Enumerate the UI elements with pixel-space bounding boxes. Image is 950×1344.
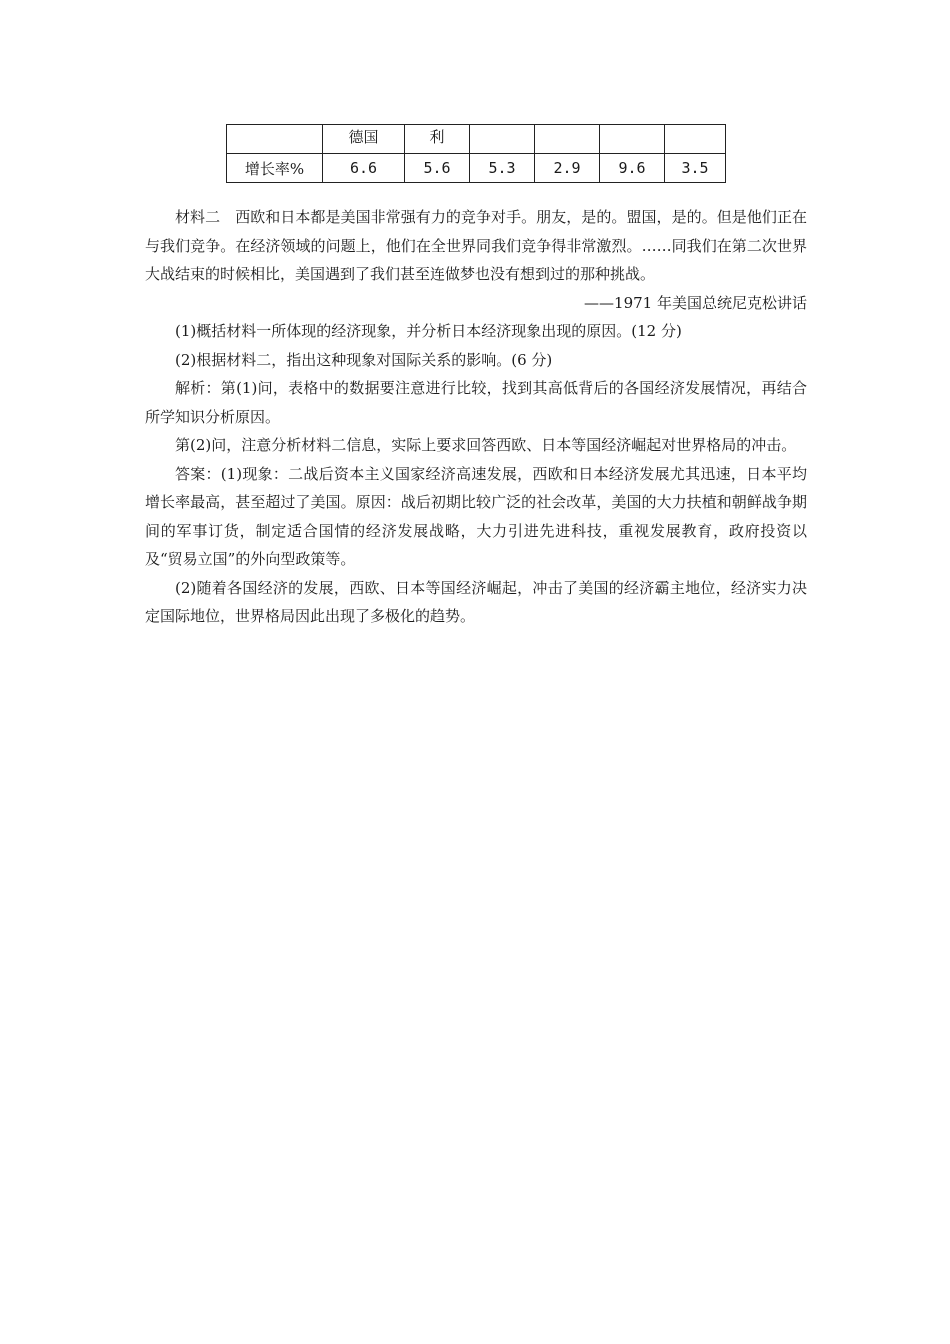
answer-paragraph-one: 答案：(1)现象：二战后资本主义国家经济高速发展，西欧和日本经济发展尤其迅速，日本平均增长率最高，甚至超过了美国。原因：战后初期比较广泛的社会改革，美国的大力扶植和朝鲜战争期间的军事订货，制定适合国情的经济发展战略，大力引进先进科技，重视发展教育，政府投资以及“贸易立国”的外向型政策等。 (145, 464, 807, 568)
document-body (145, 203, 807, 631)
growth-rate-table (226, 124, 726, 183)
table-header-cell (227, 125, 323, 154)
table-header-cell: 利 (405, 125, 470, 154)
table-header-cell: 德国 (323, 125, 405, 154)
table-header-cell (600, 125, 665, 154)
analysis-paragraph-one: 解析：第(1)问，表格中的数据要注意进行比较，找到其高低背后的各国经济发展情况，再结合所学知识分析原因。 (145, 379, 807, 426)
table-row-label: 增长率% (227, 154, 323, 183)
question-two: (2)根据材料二，指出这种现象对国际关系的影响。(6 分) (175, 350, 553, 369)
answer-paragraph-two: (2)随着各国经济的发展，西欧、日本等国经济崛起，冲击了美国的经济霸主地位，经济实力决定国际地位，世界格局因此出现了多极化的趋势。 (145, 578, 807, 625)
table-cell: 3.5 (665, 154, 726, 183)
table-cell: 6.6 (323, 154, 405, 183)
table-header-cell (535, 125, 600, 154)
table-cell: 9.6 (600, 154, 665, 183)
table-cell: 5.3 (470, 154, 535, 183)
material-two-source: ——1971 年美国总统尼克松讲话 (584, 293, 807, 312)
question-one: (1)概括材料一所体现的经济现象，并分析日本经济现象出现的原因。(12 分) (175, 322, 682, 340)
table-header-cell (470, 125, 535, 154)
analysis-paragraph-two: 第(2)问，注意分析材料二信息，实际上要求回答西欧、日本等国经济崛起对世界格局的冲击。 (175, 436, 797, 454)
table-header-row (227, 125, 726, 154)
table-row (227, 154, 726, 183)
table-cell: 5.6 (405, 154, 470, 183)
material-two-paragraph: 材料二 西欧和日本都是美国非常强有力的竞争对手。朋友，是的。盟国，是的。但是他们正在与我们竞争。在经济领域的问题上，他们在全世界同我们竞争得非常激烈。……同我们在第二次世界大战结束的时候相比，美国遇到了我们甚至连做梦也没有想到过的那种挑战。 (145, 208, 807, 283)
table-header-cell (665, 125, 726, 154)
table-cell: 2.9 (535, 154, 600, 183)
